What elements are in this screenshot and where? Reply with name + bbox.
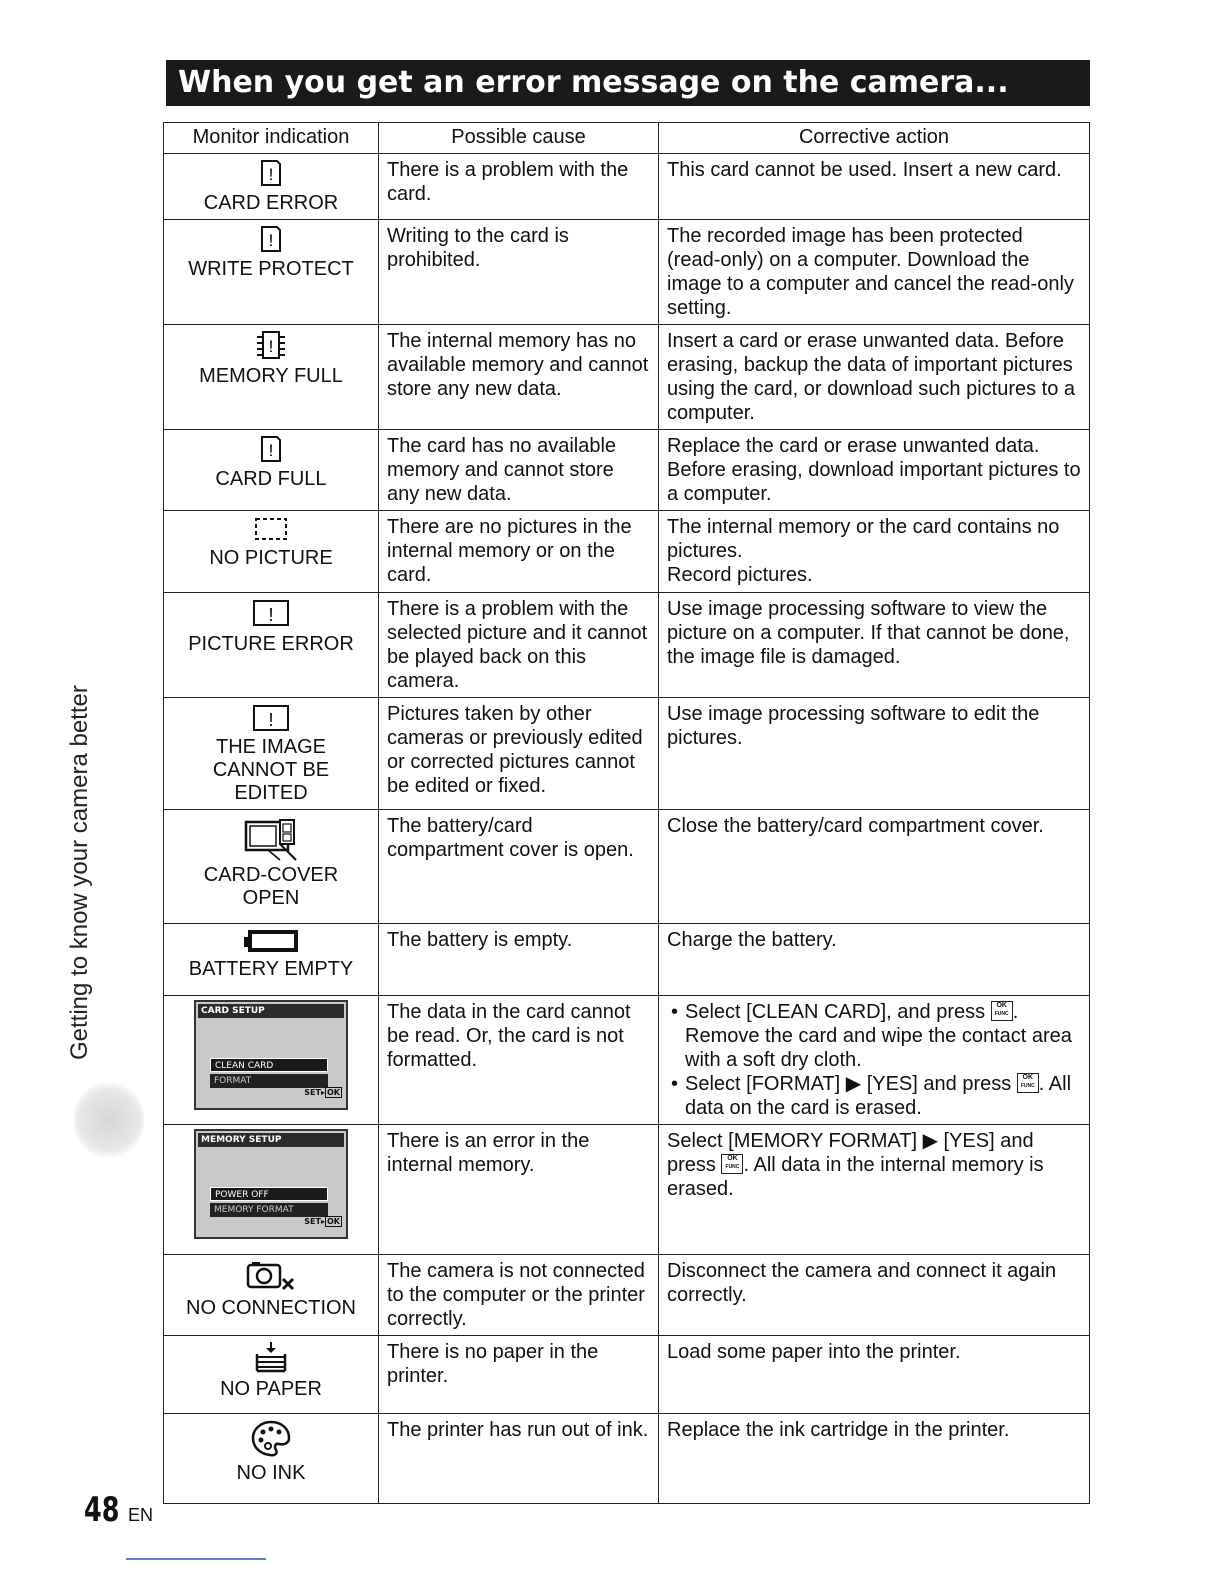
ok-arrow-icon: ▸ bbox=[320, 1088, 325, 1097]
monitor-label-line: CANNOT BE bbox=[212, 759, 330, 781]
action-cell: Replace the ink cartridge in the printer. bbox=[659, 1414, 1090, 1504]
table-header-row bbox=[164, 123, 1090, 154]
ink-palette-icon bbox=[249, 1418, 293, 1458]
ok-func-button-icon: OK FUNC bbox=[991, 1001, 1013, 1021]
table-row bbox=[164, 325, 1090, 430]
cause-cell: There is a problem with the card. bbox=[379, 154, 659, 220]
menu-item: CLEAN CARD bbox=[210, 1058, 328, 1072]
menu-footer bbox=[304, 1081, 342, 1105]
monitor-cell bbox=[164, 154, 379, 220]
monitor-label: MEMORY FULL bbox=[199, 365, 343, 387]
monitor-cell bbox=[164, 924, 379, 996]
svg-text:!: ! bbox=[268, 337, 274, 356]
cause-cell: The camera is not connected to the computer or the printer correctly. bbox=[379, 1255, 659, 1336]
memory-warning-icon bbox=[254, 329, 288, 361]
action-cell: Select [MEMORY FORMAT] ▶ [YES] and press OK FUNC . All data in the internal memory is erased. bbox=[659, 1125, 1090, 1255]
table-row bbox=[164, 810, 1090, 924]
action-cell: Insert a card or erase unwanted data. Before erasing, backup the data of important pictures using the card, or download such pictures to a computer. bbox=[659, 325, 1090, 430]
battery-empty-icon bbox=[241, 928, 301, 954]
monitor-cell bbox=[164, 1414, 379, 1504]
ok-key-label: OK bbox=[327, 1217, 340, 1226]
action-cell bbox=[659, 996, 1090, 1125]
action-cell: Charge the battery. bbox=[659, 924, 1090, 996]
menu-header: MEMORY SETUP bbox=[198, 1133, 344, 1147]
chapter-side-label: Getting to know your camera better bbox=[66, 685, 93, 1060]
monitor-label-line: CARD-COVER bbox=[203, 864, 339, 886]
ok-func-button-icon: OK FUNC bbox=[1017, 1073, 1039, 1093]
monitor-label: CARD ERROR bbox=[203, 192, 339, 214]
monitor-cell bbox=[164, 325, 379, 430]
cause-cell: The card has no available memory and cannot store any new data. bbox=[379, 430, 659, 511]
header-monitor: Monitor indication bbox=[164, 123, 379, 154]
monitor-cell bbox=[164, 698, 379, 810]
action-cell: Replace the card or erase unwanted data. Before erasing, download important pictures to a computer. bbox=[659, 430, 1090, 511]
menu-header: CARD SETUP bbox=[198, 1004, 344, 1018]
action-line: The internal memory or the card contains no pictures. bbox=[667, 516, 1060, 562]
header-cause: Possible cause bbox=[379, 123, 659, 154]
page-language: EN bbox=[128, 1505, 154, 1525]
ok-key-label: OK bbox=[327, 1088, 340, 1097]
error-message-table bbox=[163, 122, 1090, 1504]
cause-cell: There is a problem with the selected picture and it cannot be played back on this camera. bbox=[379, 593, 659, 698]
table-row bbox=[164, 996, 1090, 1125]
monitor-cell bbox=[164, 1336, 379, 1414]
thumb-tab-shade bbox=[74, 1078, 144, 1162]
card-warning-icon bbox=[259, 434, 283, 464]
cause-cell: The printer has run out of ink. bbox=[379, 1414, 659, 1504]
empty-frame-icon bbox=[253, 515, 289, 543]
monitor-label-line: THE IMAGE bbox=[215, 736, 326, 758]
monitor-label: PICTURE ERROR bbox=[188, 633, 354, 655]
cause-cell: The battery is empty. bbox=[379, 924, 659, 996]
card-warning-icon bbox=[259, 224, 283, 254]
action-cell: The recorded image has been protected (read-only) on a computer. Download the image to a computer and cancel the read-only setting. bbox=[659, 220, 1090, 325]
monitor-cell bbox=[164, 1255, 379, 1336]
memory-setup-screen bbox=[194, 1129, 348, 1239]
action-cell: Use image processing software to edit the pictures. bbox=[659, 698, 1090, 810]
cause-cell: There is no paper in the printer. bbox=[379, 1336, 659, 1414]
no-connection-icon bbox=[245, 1259, 297, 1293]
monitor-cell bbox=[164, 593, 379, 698]
table-row bbox=[164, 1336, 1090, 1414]
table-row bbox=[164, 1125, 1090, 1255]
monitor-label-line: OPEN bbox=[242, 887, 300, 909]
monitor-label: NO CONNECTION bbox=[186, 1297, 356, 1319]
ok-func-button-icon: OK FUNC bbox=[721, 1154, 743, 1174]
monitor-label bbox=[172, 864, 370, 910]
svg-text:!: ! bbox=[268, 165, 274, 184]
cause-cell: Writing to the card is prohibited. bbox=[379, 220, 659, 325]
page-title: When you get an error message on the camera... bbox=[166, 60, 1090, 106]
monitor-cell bbox=[164, 1125, 379, 1255]
table-row bbox=[164, 220, 1090, 325]
footer-rule bbox=[126, 1558, 266, 1560]
monitor-label: NO INK bbox=[236, 1462, 306, 1484]
table-row bbox=[164, 1414, 1090, 1504]
action-cell: Load some paper into the printer. bbox=[659, 1336, 1090, 1414]
page-number: 48 bbox=[84, 1490, 120, 1530]
svg-text:!: ! bbox=[268, 441, 274, 460]
table-row bbox=[164, 924, 1090, 996]
cause-cell: The battery/card compartment cover is open. bbox=[379, 810, 659, 924]
cause-cell: The data in the card cannot be read. Or, the card is not formatted. bbox=[379, 996, 659, 1125]
table-row bbox=[164, 154, 1090, 220]
monitor-label: NO PAPER bbox=[220, 1378, 322, 1400]
card-cover-open-icon bbox=[240, 814, 302, 864]
action-bullet: • Select [CLEAN CARD], and press OK FUNC . Remove the card and wipe the contact area with a soft dry cloth. bbox=[685, 1000, 1081, 1072]
action-bullet: • Select [FORMAT] ▶ [YES] and press OK FUNC . All data on the card is erased. bbox=[685, 1072, 1081, 1120]
svg-text:!: ! bbox=[268, 605, 274, 625]
monitor-label: BATTERY EMPTY bbox=[188, 958, 354, 980]
menu-footer-label: SET bbox=[304, 1088, 321, 1097]
action-cell bbox=[659, 511, 1090, 593]
header-action: Corrective action bbox=[659, 123, 1090, 154]
monitor-label: CARD FULL bbox=[215, 468, 327, 490]
cause-cell: There is an error in the internal memory. bbox=[379, 1125, 659, 1255]
action-cell: Disconnect the camera and connect it again correctly. bbox=[659, 1255, 1090, 1336]
picture-warning-icon bbox=[251, 702, 291, 734]
monitor-label bbox=[172, 736, 370, 805]
monitor-label: WRITE PROTECT bbox=[188, 258, 354, 280]
action-cell: This card cannot be used. Insert a new card. bbox=[659, 154, 1090, 220]
menu-item: POWER OFF bbox=[210, 1187, 328, 1201]
table-row bbox=[164, 430, 1090, 511]
monitor-cell bbox=[164, 511, 379, 593]
action-cell: Use image processing software to view the picture on a computer. If that cannot be done, the image file is damaged. bbox=[659, 593, 1090, 698]
menu-item: FORMAT bbox=[210, 1074, 328, 1088]
monitor-cell bbox=[164, 430, 379, 511]
menu-footer-label: SET bbox=[304, 1217, 321, 1226]
card-warning-icon bbox=[259, 158, 283, 188]
table-row bbox=[164, 511, 1090, 593]
cause-cell: Pictures taken by other cameras or previously edited or corrected pictures cannot be edited or fixed. bbox=[379, 698, 659, 810]
monitor-cell bbox=[164, 810, 379, 924]
monitor-label-line: EDITED bbox=[234, 782, 308, 804]
menu-footer bbox=[304, 1210, 342, 1234]
table-row bbox=[164, 698, 1090, 810]
cause-cell: There are no pictures in the internal memory or on the card. bbox=[379, 511, 659, 593]
card-setup-screen bbox=[194, 1000, 348, 1110]
monitor-label: NO PICTURE bbox=[209, 547, 333, 569]
monitor-cell bbox=[164, 220, 379, 325]
action-cell: Close the battery/card compartment cover. bbox=[659, 810, 1090, 924]
ok-arrow-icon: ▸ bbox=[320, 1217, 325, 1226]
action-line: Record pictures. bbox=[667, 564, 813, 586]
picture-warning-icon bbox=[251, 597, 291, 629]
monitor-cell bbox=[164, 996, 379, 1125]
menu-item: MEMORY FORMAT bbox=[210, 1203, 328, 1217]
svg-text:!: ! bbox=[268, 231, 274, 250]
table-row bbox=[164, 593, 1090, 698]
action-bullets bbox=[667, 1000, 1081, 1120]
table-row bbox=[164, 1255, 1090, 1336]
cause-cell: The internal memory has no available memory and cannot store any new data. bbox=[379, 325, 659, 430]
svg-text:!: ! bbox=[268, 710, 274, 730]
no-paper-icon bbox=[251, 1340, 291, 1374]
